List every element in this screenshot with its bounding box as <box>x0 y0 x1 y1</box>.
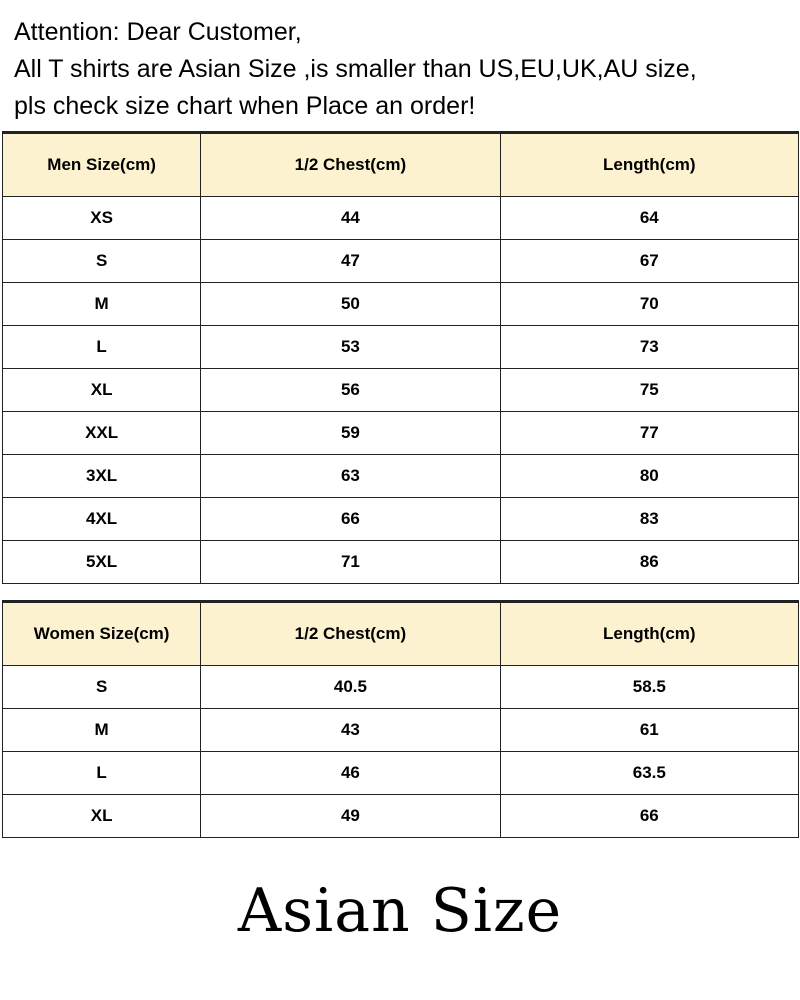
column-header: Length(cm) <box>500 133 798 197</box>
chest-cell: 66 <box>201 498 500 541</box>
table-row <box>3 412 799 455</box>
chest-cell: 43 <box>201 709 500 752</box>
chest-cell: 50 <box>201 283 500 326</box>
table-row <box>3 709 799 752</box>
column-header: 1/2 Chest(cm) <box>201 602 500 666</box>
chest-cell: 46 <box>201 752 500 795</box>
size-cell: 5XL <box>3 541 201 584</box>
table-row <box>3 369 799 412</box>
length-cell: 73 <box>500 326 798 369</box>
length-cell: 66 <box>500 795 798 838</box>
length-cell: 80 <box>500 455 798 498</box>
women-size-table <box>2 600 799 838</box>
length-cell: 83 <box>500 498 798 541</box>
length-cell: 63.5 <box>500 752 798 795</box>
length-cell: 77 <box>500 412 798 455</box>
table-row <box>3 326 799 369</box>
chest-cell: 63 <box>201 455 500 498</box>
table-row <box>3 752 799 795</box>
chest-cell: 71 <box>201 541 500 584</box>
notice-line: Attention: Dear Customer, <box>14 18 302 46</box>
chest-cell: 59 <box>201 412 500 455</box>
length-cell: 75 <box>500 369 798 412</box>
column-header: Men Size(cm) <box>3 133 201 197</box>
size-cell: S <box>3 240 201 283</box>
chest-cell: 40.5 <box>201 666 500 709</box>
column-header: Length(cm) <box>500 602 798 666</box>
table-row <box>3 795 799 838</box>
chest-cell: 47 <box>201 240 500 283</box>
chest-cell: 53 <box>201 326 500 369</box>
column-header: 1/2 Chest(cm) <box>201 133 500 197</box>
length-cell: 86 <box>500 541 798 584</box>
table-header-row <box>3 602 799 666</box>
table-row <box>3 455 799 498</box>
notice-line: All T shirts are Asian Size ,is smaller than US,EU,UK,AU size, <box>14 55 697 83</box>
size-cell: M <box>3 709 201 752</box>
length-cell: 67 <box>500 240 798 283</box>
size-cell: S <box>3 666 201 709</box>
size-cell: M <box>3 283 201 326</box>
table-row <box>3 283 799 326</box>
notice-line: pls check size chart when Place an order! <box>14 92 476 120</box>
size-cell: XS <box>3 197 201 240</box>
size-cell: 4XL <box>3 498 201 541</box>
men-size-table <box>2 131 799 584</box>
chest-cell: 49 <box>201 795 500 838</box>
attention-notice <box>14 14 794 125</box>
size-cell: XXL <box>3 412 201 455</box>
table-row <box>3 541 799 584</box>
length-cell: 64 <box>500 197 798 240</box>
length-cell: 70 <box>500 283 798 326</box>
size-cell: 3XL <box>3 455 201 498</box>
size-cell: XL <box>3 795 201 838</box>
asian-size-caption: Asian Size <box>237 876 563 946</box>
column-header: Women Size(cm) <box>3 602 201 666</box>
length-cell: 61 <box>500 709 798 752</box>
size-cell: L <box>3 752 201 795</box>
size-cell: L <box>3 326 201 369</box>
size-cell: XL <box>3 369 201 412</box>
chest-cell: 56 <box>201 369 500 412</box>
table-row <box>3 498 799 541</box>
chest-cell: 44 <box>201 197 500 240</box>
table-row <box>3 666 799 709</box>
table-header-row <box>3 133 799 197</box>
table-row <box>3 240 799 283</box>
table-row <box>3 197 799 240</box>
length-cell: 58.5 <box>500 666 798 709</box>
